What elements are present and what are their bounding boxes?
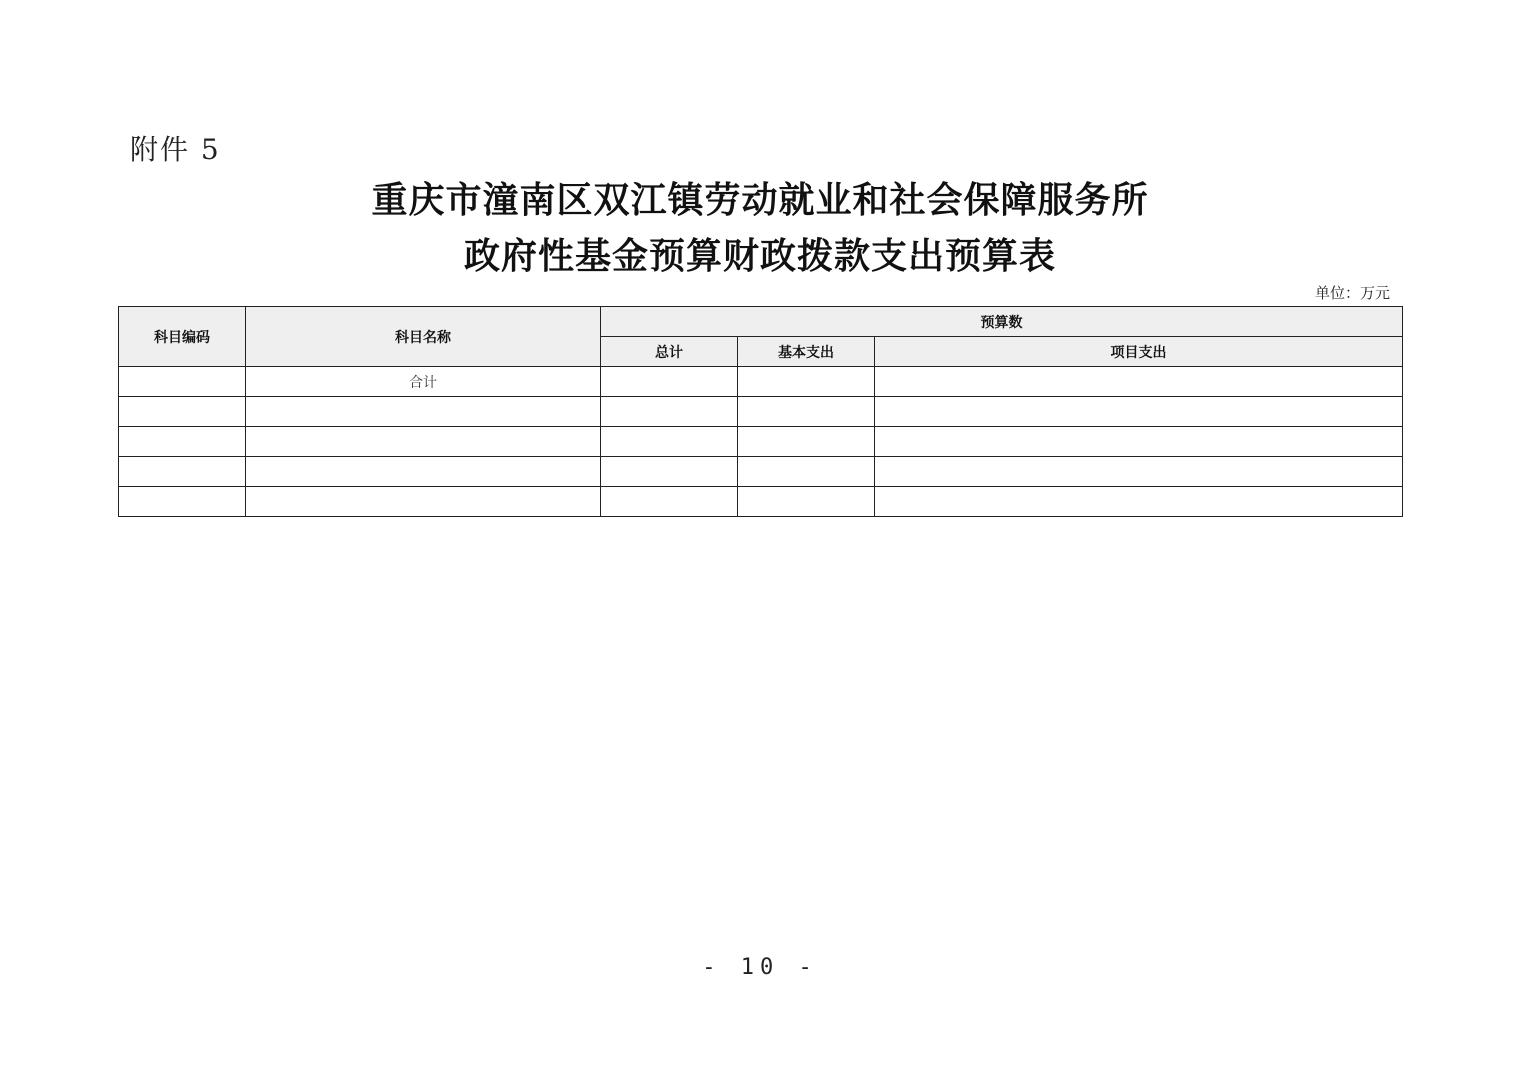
attachment-label: 附件 5 (130, 133, 221, 166)
cell-basic (738, 427, 875, 457)
cell-total (601, 397, 738, 427)
cell-basic (738, 457, 875, 487)
cell-project (875, 427, 1403, 457)
cell-total (601, 457, 738, 487)
cell-name (246, 427, 601, 457)
header-total: 总计 (601, 337, 738, 367)
cell-name: 合计 (246, 367, 601, 397)
cell-code (119, 367, 246, 397)
cell-total (601, 487, 738, 517)
cell-name (246, 397, 601, 427)
cell-code (119, 457, 246, 487)
page-number: - 10 - (702, 955, 818, 980)
header-basic-expenditure: 基本支出 (738, 337, 875, 367)
unit-label: 单位：万元 (1314, 284, 1390, 302)
cell-basic (738, 367, 875, 397)
cell-project (875, 487, 1403, 517)
cell-total (601, 427, 738, 457)
table-row (119, 427, 1403, 457)
cell-project (875, 457, 1403, 487)
cell-code (119, 397, 246, 427)
header-subject-name: 科目名称 (246, 307, 601, 367)
document-title-line-2: 政府性基金预算财政拨款支出预算表 (463, 235, 1056, 277)
table-header-row (119, 307, 1403, 337)
table-row (119, 457, 1403, 487)
cell-basic (738, 397, 875, 427)
cell-code (119, 487, 246, 517)
cell-code (119, 427, 246, 457)
header-project-expenditure: 项目支出 (875, 337, 1403, 367)
cell-name (246, 457, 601, 487)
document-title-line-1: 重庆市潼南区双江镇劳动就业和社会保障服务所 (371, 179, 1149, 221)
cell-name (246, 487, 601, 517)
budget-table (118, 306, 1403, 517)
header-subject-code: 科目编码 (119, 307, 246, 367)
cell-basic (738, 487, 875, 517)
table-row (119, 487, 1403, 517)
table-row (119, 397, 1403, 427)
table-row (119, 367, 1403, 397)
header-budget-group: 预算数 (601, 307, 1403, 337)
cell-project (875, 397, 1403, 427)
cell-total (601, 367, 738, 397)
cell-project (875, 367, 1403, 397)
